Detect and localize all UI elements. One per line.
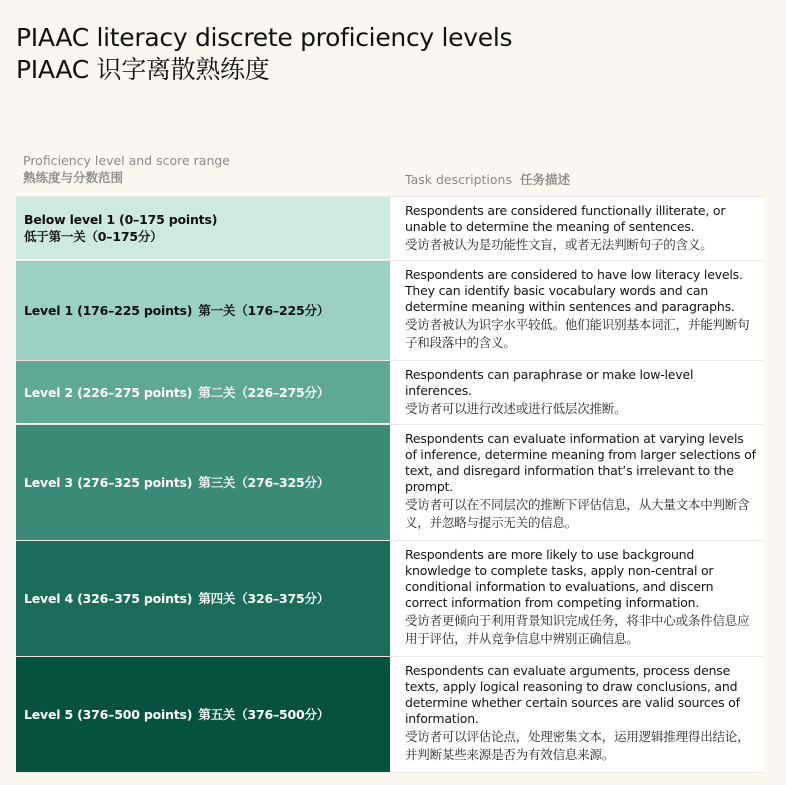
description-en: Respondents are more likely to use background knowledge to complete tasks, apply non-central or conditional information to evaluations, and discern correct information from competing information. [405,547,714,610]
table-row [16,540,764,656]
level-cell [16,361,390,423]
level-label-zh: 第四关（326–375分） [198,591,330,606]
table-row [16,196,764,260]
level-label-en: Level 3 (276–325 points) [24,475,193,490]
description-zh: 受访者可以进行改述或进行低层次推断。 [405,401,627,416]
description-cell [390,425,764,540]
table-row [16,260,764,360]
table-row [16,656,764,773]
description-zh: 受访者被认为识字水平较低。他们能识别基本词汇，并能判断句子和段落中的含义。 [405,317,750,350]
level-cell [16,657,390,772]
column-header-description-en: Task descriptions [405,172,512,187]
description-cell [390,657,764,772]
description-zh: 受访者更倾向于利用背景知识完成任务，将非中心或条件信息应用于评估，并从竞争信息中辨别正确信息。 [405,613,750,646]
table-row [16,360,764,424]
title-english: PIAAC literacy discrete proficiency levels [16,23,513,52]
description-cell [390,197,764,260]
description-cell [390,541,764,656]
level-label-en: Level 5 (376–500 points) [24,707,193,722]
description-cell [390,361,764,424]
level-label-zh: 低于第一关（0–175分） [24,229,163,244]
description-zh: 受访者可以在不同层次的推断下评估信息，从大量文本中判断含义，并忽略与提示无关的信息。 [405,497,750,530]
level-label-zh: 第三关（276–325分） [198,475,330,490]
level-cell [16,541,390,656]
column-header-level-en: Proficiency level and score range [23,153,231,168]
title-chinese: PIAAC 识字离散熟练度 [16,55,270,84]
column-header-description-zh: 任务描述 [519,172,570,187]
description-en: Respondents can paraphrase or make low-level inferences. [405,367,694,398]
level-label-en: Level 2 (226–275 points) [24,384,193,400]
description-en: Respondents can evaluate arguments, process dense texts, apply logical reasoning to draw conclusions, and determine whether certain sources are valid sources of information. [405,663,740,726]
page-title [16,22,512,86]
level-label-zh: 第二关（226–275分） [198,384,330,400]
level-cell [16,261,390,360]
column-header-level [23,152,383,186]
description-en: Respondents are considered functionally illiterate, or unable to determine the meaning of sentences. [405,203,726,234]
level-label-en: Level 1 (176–225 points) [24,303,193,318]
level-label-en: Below level 1 (0–175 points) [24,212,218,227]
level-label-en: Level 4 (326–375 points) [24,591,193,606]
level-cell [16,425,390,540]
level-label-zh: 第一关（176–225分） [198,303,330,318]
column-header-description [405,171,570,188]
description-en: Respondents are considered to have low literacy levels. They can identify basic vocabulary words and can determine meaning within sentences and paragraphs. [405,267,743,314]
table-row [16,424,764,540]
proficiency-table [16,196,764,773]
description-zh: 受访者被认为是功能性文盲，或者无法判断句子的含义。 [405,237,713,252]
description-zh: 受访者可以评估论点，处理密集文本，运用逻辑推理得出结论，并判断某些来源是否为有效信息来源。 [405,729,750,762]
level-cell [16,197,390,259]
column-header-level-zh: 熟练度与分数范围 [23,170,124,185]
description-cell [390,261,764,360]
description-en: Respondents can evaluate information at varying levels of inference, determine meaning from larger selections of text, and disregard information that’s irrelevant to the prompt. [405,431,756,494]
level-label-zh: 第五关（376–500分） [198,707,330,722]
